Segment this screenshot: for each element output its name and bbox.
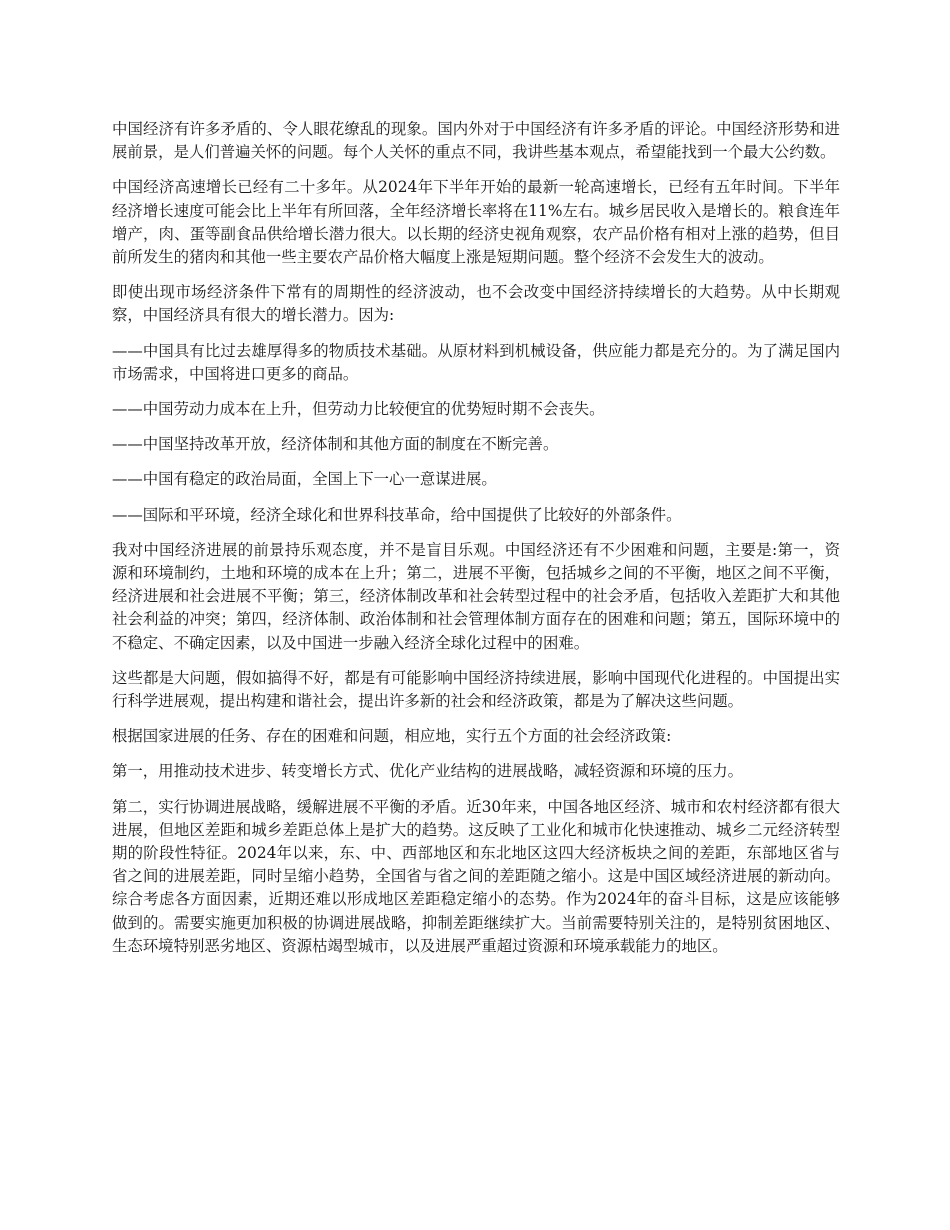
paragraph-problems: 我对中国经济进展的前景持乐观态度，并不是盲目乐观。中国经济还有不少困难和问题，主要是:第一，资源和环境制约，土地和环境的成本在上升；第二，进展不平衡，包括城乡之间的不平衡，地区之间不平衡，经济进展和社会进展不平衡；第三，经济体制改革和社会转型过程中的社会矛盾，包括收入差距扩大和其他社会利益的冲突；第四，经济体制、政治体制和社会管理体制方面存在的困难和问题；第五，国际环境中的不稳定、不确定因素，以及中国进一步融入经济全球化过程中的困难。 bbox=[112, 540, 840, 652]
paragraph-five-policies: 根据国家进展的任务、存在的困难和问题，相应地，实行五个方面的社会经济政策: bbox=[112, 727, 672, 746]
paragraph-reason-international: ——国际和平环境，经济全球化和世界科技革命，给中国提供了比较好的外部条件。 bbox=[112, 505, 682, 524]
paragraph-reason-material: ——中国具有比过去雄厚得多的物质技术基础。从原材料到机械设备，供应能力都是充分的。为了满足国内市场需求，中国将进口更多的商品。 bbox=[112, 341, 840, 383]
paragraph-policy-second: 第二，实行协调进展战略，缓解进展不平衡的矛盾。近30年来，中国各地区经济、城市和农村经济都有很大进展，但地区差距和城乡差距总体上是扩大的趋势。这反映了工业化和城市化快速推动、城乡二元经济转型期的阶段性特征。2024年以来，东、中、西部地区和东北地区这四大经济板块之间的差距，东部地区省与省之间的进展差距，同时呈缩小趋势，全国省与省之间的差距随之缩小。这是中国区域经济进展的新动向。综合考虑各方面因素，近期还难以形成地区差距稳定缩小的态势。作为2024年的奋斗目标，这是应该能够做到的。需要实施更加积极的协调进展战略，抑制差距继续扩大。当前需要特别关注的，是特别贫困地区、生态环境特别恶劣地区、资源枯竭型城市，以及进展严重超过资源和环境承载能力的地区。 bbox=[112, 797, 840, 955]
paragraph-potential: 即使出现市场经济条件下常有的周期性的经济波动，也不会改变中国经济持续增长的大趋势。从中长期观察，中国经济具有很大的增长潜力。因为: bbox=[112, 283, 840, 325]
paragraph-reason-reform: ——中国坚持改革开放，经济体制和其他方面的制度在不断完善。 bbox=[112, 435, 559, 454]
paragraph-reason-politics: ——中国有稳定的政治局面，全国上下一心一意谋进展。 bbox=[112, 470, 497, 489]
paragraph-growth: 中国经济高速增长已经有二十多年。从2024年下半年开始的最新一轮高速增长，已经有五年时间。下半年经济增长速度可能会比上半年有所回落，全年经济增长率将在11%左右。城乡居民收入是增长的。粮食连年增产，肉、蛋等副食品供给增长潜力很大。以长期的经济史视角观察，农产品价格有相对上涨的趋势，但目前所发生的猪肉和其他一些主要农产品价格大幅度上涨是短期问题。整个经济不会发生大的波动。 bbox=[112, 178, 840, 267]
paragraph-intro: 中国经济有许多矛盾的、令人眼花缭乱的现象。国内外对于中国经济有许多矛盾的评论。中国经济形势和进展前景，是人们普遍关怀的问题。每个人关怀的重点不同，我讲些基本观点，希望能找到一个最大公约数。 bbox=[112, 120, 840, 162]
document-page bbox=[112, 118, 840, 958]
paragraph-reason-labor: ——中国劳动力成本在上升，但劳动力比较便宜的优势短时期不会丧失。 bbox=[112, 400, 605, 419]
paragraph-policy-intro: 这些都是大问题，假如搞得不好，都是有可能影响中国经济持续进展，影响中国现代化进程的。中国提出实行科学进展观，提出构建和谐社会，提出许多新的社会和经济政策，都是为了解决这些问题。 bbox=[112, 668, 840, 711]
paragraph-policy-first: 第一，用推动技术进步、转变增长方式、优化产业结构的进展战略，减轻资源和环境的压力。 bbox=[112, 762, 744, 781]
